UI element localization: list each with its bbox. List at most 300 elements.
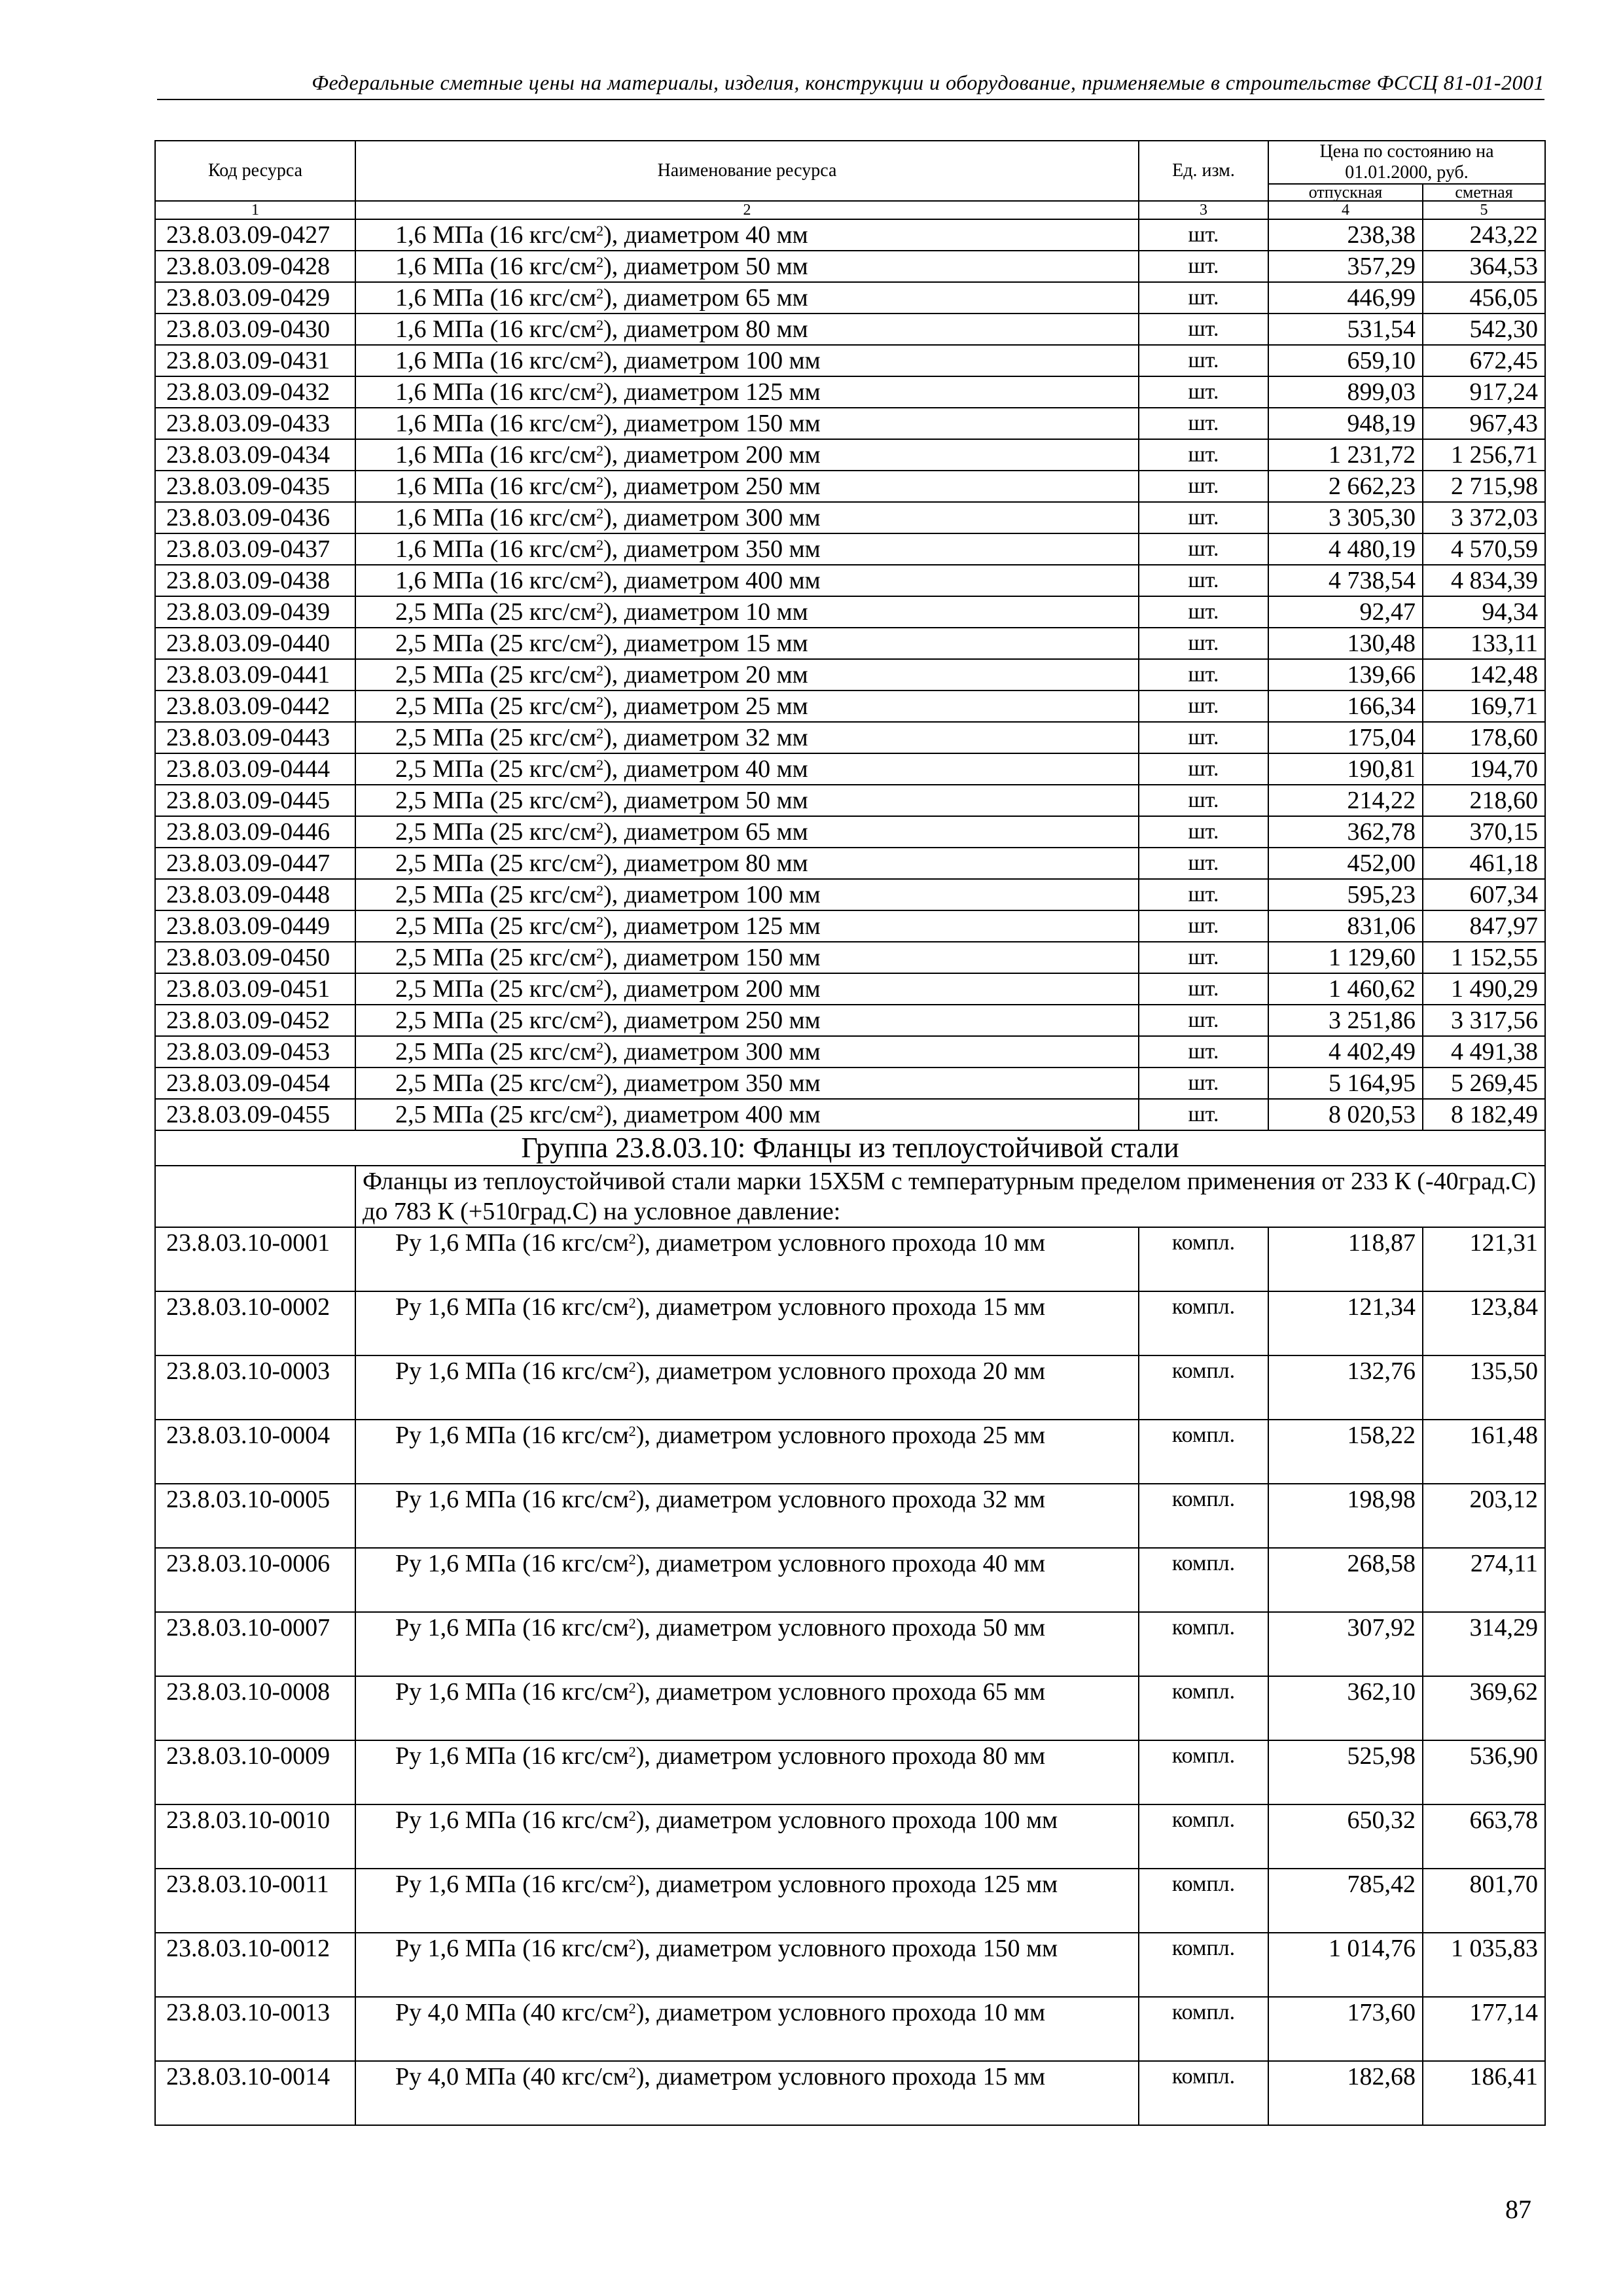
table-row bbox=[155, 1740, 1545, 1804]
resource-name bbox=[355, 408, 1139, 439]
resource-name bbox=[355, 1099, 1139, 1130]
resource-name-suffix: ), диаметром условного прохода 25 мм bbox=[635, 1422, 1046, 1449]
resource-name-suffix: ), диаметром условного прохода 32 мм bbox=[635, 1486, 1046, 1513]
unit: шт. bbox=[1139, 973, 1268, 1005]
unit: шт. bbox=[1139, 628, 1268, 659]
release-price: 659,10 bbox=[1268, 345, 1423, 376]
estimate-price: 5 269,45 bbox=[1423, 1067, 1545, 1099]
release-price: 121,34 bbox=[1268, 1291, 1423, 1355]
estimate-price: 169,71 bbox=[1423, 691, 1545, 722]
table-row bbox=[155, 251, 1545, 282]
table-row bbox=[155, 910, 1545, 942]
resource-code: 23.8.03.09-0440 bbox=[155, 628, 355, 659]
estimate-price: 133,11 bbox=[1423, 628, 1545, 659]
column-numbers-row bbox=[155, 201, 1545, 219]
empty-cell bbox=[155, 1166, 355, 1227]
resource-code: 23.8.03.10-0007 bbox=[155, 1612, 355, 1676]
table-row bbox=[155, 1612, 1545, 1676]
release-price: 2 662,23 bbox=[1268, 471, 1423, 502]
superscript: 2 bbox=[596, 380, 604, 396]
table-row bbox=[155, 1420, 1545, 1484]
header-name: Наименование ресурса bbox=[355, 141, 1139, 201]
resource-name-suffix: ), диаметром 65 мм bbox=[603, 818, 808, 846]
release-price: 4 738,54 bbox=[1268, 565, 1423, 596]
resource-code: 23.8.03.09-0437 bbox=[155, 533, 355, 565]
estimate-price: 3 317,56 bbox=[1423, 1005, 1545, 1036]
resource-code: 23.8.03.09-0439 bbox=[155, 596, 355, 628]
table-row bbox=[155, 691, 1545, 722]
unit: шт. bbox=[1139, 471, 1268, 502]
table-row bbox=[155, 659, 1545, 691]
release-price: 362,10 bbox=[1268, 1676, 1423, 1740]
resource-name-prefix: 2,5 МПа (25 кгс/см bbox=[395, 1101, 597, 1128]
superscript: 2 bbox=[628, 1487, 636, 1503]
resource-code: 23.8.03.09-0449 bbox=[155, 910, 355, 942]
resource-code: 23.8.03.10-0009 bbox=[155, 1740, 355, 1804]
resource-name bbox=[355, 1612, 1139, 1676]
resource-name-prefix: 2,5 МПа (25 кгс/см bbox=[395, 975, 597, 1003]
resource-code: 23.8.03.09-0436 bbox=[155, 502, 355, 533]
unit: шт. bbox=[1139, 691, 1268, 722]
release-price: 595,23 bbox=[1268, 879, 1423, 910]
resource-name bbox=[355, 879, 1139, 910]
table-row bbox=[155, 1933, 1545, 1997]
estimate-price: 607,34 bbox=[1423, 879, 1545, 910]
release-price: 118,87 bbox=[1268, 1227, 1423, 1291]
release-price: 5 164,95 bbox=[1268, 1067, 1423, 1099]
resource-name-prefix: 1,6 МПа (16 кгс/см bbox=[395, 221, 597, 249]
superscript: 2 bbox=[628, 1359, 636, 1375]
superscript: 2 bbox=[628, 1936, 636, 1952]
unit: шт. bbox=[1139, 345, 1268, 376]
page-number: 87 bbox=[1505, 2195, 1531, 2224]
resource-name-suffix: ), диаметром условного прохода 20 мм bbox=[635, 1357, 1046, 1385]
resource-code: 23.8.03.10-0012 bbox=[155, 1933, 355, 1997]
resource-name-prefix: 2,5 МПа (25 кгс/см bbox=[395, 598, 597, 626]
resource-name-prefix: 2,5 МПа (25 кгс/см bbox=[395, 630, 597, 657]
estimate-price: 186,41 bbox=[1423, 2061, 1545, 2125]
resource-code: 23.8.03.09-0445 bbox=[155, 785, 355, 816]
resource-code: 23.8.03.09-0454 bbox=[155, 1067, 355, 1099]
resource-name-prefix: 2,5 МПа (25 кгс/см bbox=[395, 724, 597, 751]
release-price: 8 020,53 bbox=[1268, 1099, 1423, 1130]
resource-name-prefix: Ру 1,6 МПа (16 кгс/см bbox=[395, 1293, 629, 1321]
resource-code: 23.8.03.09-0427 bbox=[155, 219, 355, 251]
estimate-price: 314,29 bbox=[1423, 1612, 1545, 1676]
table-row bbox=[155, 1355, 1545, 1420]
resource-name-suffix: ), диаметром 300 мм bbox=[603, 504, 821, 531]
resource-name bbox=[355, 1067, 1139, 1099]
resource-code: 23.8.03.10-0010 bbox=[155, 1804, 355, 1869]
table-row bbox=[155, 1548, 1545, 1612]
estimate-price: 142,48 bbox=[1423, 659, 1545, 691]
resource-code: 23.8.03.10-0006 bbox=[155, 1548, 355, 1612]
resource-name-prefix: 1,6 МПа (16 кгс/см bbox=[395, 284, 597, 312]
superscript: 2 bbox=[596, 945, 604, 961]
resource-code: 23.8.03.09-0428 bbox=[155, 251, 355, 282]
resource-name-prefix: 1,6 МПа (16 кгс/см bbox=[395, 535, 597, 563]
resource-code: 23.8.03.10-0005 bbox=[155, 1484, 355, 1548]
resource-name bbox=[355, 251, 1139, 282]
estimate-price: 135,50 bbox=[1423, 1355, 1545, 1420]
table-row bbox=[155, 502, 1545, 533]
resource-name-suffix: ), диаметром условного прохода 15 мм bbox=[635, 1293, 1046, 1321]
release-price: 139,66 bbox=[1268, 659, 1423, 691]
estimate-price: 536,90 bbox=[1423, 1740, 1545, 1804]
estimate-price: 1 256,71 bbox=[1423, 439, 1545, 471]
release-price: 362,78 bbox=[1268, 816, 1423, 848]
table-row bbox=[155, 879, 1545, 910]
table-row bbox=[155, 282, 1545, 314]
resource-name-prefix: 1,6 МПа (16 кгс/см bbox=[395, 567, 597, 594]
unit: шт. bbox=[1139, 596, 1268, 628]
resource-name bbox=[355, 1997, 1139, 2061]
resource-name bbox=[355, 1804, 1139, 1869]
unit: шт. bbox=[1139, 282, 1268, 314]
resource-name-suffix: ), диаметром 400 мм bbox=[603, 567, 821, 594]
release-price: 1 129,60 bbox=[1268, 942, 1423, 973]
resource-code: 23.8.03.09-0435 bbox=[155, 471, 355, 502]
table-row bbox=[155, 376, 1545, 408]
resource-name bbox=[355, 848, 1139, 879]
resource-name-suffix: ), диаметром 300 мм bbox=[603, 1038, 821, 1066]
superscript: 2 bbox=[596, 694, 604, 710]
estimate-price: 663,78 bbox=[1423, 1804, 1545, 1869]
superscript: 2 bbox=[628, 1615, 636, 1632]
unit: компл. bbox=[1139, 1291, 1268, 1355]
resource-name bbox=[355, 471, 1139, 502]
release-price: 158,22 bbox=[1268, 1420, 1423, 1484]
estimate-price: 123,84 bbox=[1423, 1291, 1545, 1355]
unit: компл. bbox=[1139, 1227, 1268, 1291]
unit: шт. bbox=[1139, 910, 1268, 942]
resource-name bbox=[355, 942, 1139, 973]
resource-code: 23.8.03.09-0448 bbox=[155, 879, 355, 910]
running-header: Федеральные сметные цены на материалы, изделия, конструкции и оборудование, применяемые в строительстве ФССЦ 81-01-2001 bbox=[157, 71, 1544, 100]
release-price: 268,58 bbox=[1268, 1548, 1423, 1612]
resource-name bbox=[355, 596, 1139, 628]
column-number: 4 bbox=[1268, 201, 1423, 219]
resource-name-prefix: 1,6 МПа (16 кгс/см bbox=[395, 315, 597, 343]
resource-name-prefix: 2,5 МПа (25 кгс/см bbox=[395, 692, 597, 720]
release-price: 525,98 bbox=[1268, 1740, 1423, 1804]
resource-code: 23.8.03.10-0013 bbox=[155, 1997, 355, 2061]
resource-name-suffix: ), диаметром 10 мм bbox=[603, 598, 808, 626]
table-row bbox=[155, 1484, 1545, 1548]
resource-name-prefix: 2,5 МПа (25 кгс/см bbox=[395, 912, 597, 940]
resource-name-prefix: Ру 1,6 МПа (16 кгс/см bbox=[395, 1935, 629, 1962]
resource-name-suffix: ), диаметром 150 мм bbox=[603, 410, 821, 437]
estimate-price: 1 152,55 bbox=[1423, 942, 1545, 973]
estimate-price: 2 715,98 bbox=[1423, 471, 1545, 502]
resource-name-prefix: Ру 1,6 МПа (16 кгс/см bbox=[395, 1422, 629, 1449]
unit: шт. bbox=[1139, 314, 1268, 345]
superscript: 2 bbox=[596, 537, 604, 553]
price-table bbox=[154, 140, 1546, 2126]
resource-code: 23.8.03.09-0447 bbox=[155, 848, 355, 879]
resource-code: 23.8.03.10-0014 bbox=[155, 2061, 355, 2125]
release-price: 831,06 bbox=[1268, 910, 1423, 942]
unit: компл. bbox=[1139, 1740, 1268, 1804]
resource-name bbox=[355, 314, 1139, 345]
resource-name-suffix: ), диаметром условного прохода 40 мм bbox=[635, 1550, 1046, 1577]
superscript: 2 bbox=[628, 1808, 636, 1824]
unit: шт. bbox=[1139, 1036, 1268, 1067]
release-price: 446,99 bbox=[1268, 282, 1423, 314]
estimate-price: 542,30 bbox=[1423, 314, 1545, 345]
resource-code: 23.8.03.09-0443 bbox=[155, 722, 355, 753]
resource-name-prefix: 1,6 МПа (16 кгс/см bbox=[395, 410, 597, 437]
resource-name bbox=[355, 785, 1139, 816]
resource-name bbox=[355, 691, 1139, 722]
resource-name-prefix: Ру 4,0 МПа (40 кгс/см bbox=[395, 2063, 629, 2090]
resource-name-suffix: ), диаметром 50 мм bbox=[603, 787, 808, 814]
estimate-price: 161,48 bbox=[1423, 1420, 1545, 1484]
estimate-price: 4 834,39 bbox=[1423, 565, 1545, 596]
resource-code: 23.8.03.10-0008 bbox=[155, 1676, 355, 1740]
estimate-price: 3 372,03 bbox=[1423, 502, 1545, 533]
release-price: 132,76 bbox=[1268, 1355, 1423, 1420]
table-row bbox=[155, 1676, 1545, 1740]
resource-name-prefix: 2,5 МПа (25 кгс/см bbox=[395, 944, 597, 971]
table-row bbox=[155, 533, 1545, 565]
resource-name-prefix: Ру 1,6 МПа (16 кгс/см bbox=[395, 1357, 629, 1385]
unit: шт. bbox=[1139, 722, 1268, 753]
superscript: 2 bbox=[596, 223, 604, 239]
resource-name bbox=[355, 816, 1139, 848]
resource-name-prefix: 2,5 МПа (25 кгс/см bbox=[395, 1007, 597, 1034]
resource-name bbox=[355, 1548, 1139, 1612]
resource-name-suffix: ), диаметром условного прохода 100 мм bbox=[635, 1806, 1058, 1834]
release-price: 182,68 bbox=[1268, 2061, 1423, 2125]
estimate-price: 243,22 bbox=[1423, 219, 1545, 251]
unit: компл. bbox=[1139, 1933, 1268, 1997]
resource-name bbox=[355, 1036, 1139, 1067]
estimate-price: 456,05 bbox=[1423, 282, 1545, 314]
resource-name bbox=[355, 502, 1139, 533]
table-row bbox=[155, 942, 1545, 973]
resource-name-prefix: 2,5 МПа (25 кгс/см bbox=[395, 787, 597, 814]
resource-name-suffix: ), диаметром условного прохода 10 мм bbox=[635, 1999, 1046, 2026]
unit: компл. bbox=[1139, 1420, 1268, 1484]
column-number: 5 bbox=[1423, 201, 1545, 219]
header-unit: Ед. изм. bbox=[1139, 141, 1268, 201]
resource-code: 23.8.03.10-0011 bbox=[155, 1869, 355, 1933]
resource-name bbox=[355, 1676, 1139, 1740]
unit: компл. bbox=[1139, 1676, 1268, 1740]
resource-code: 23.8.03.09-0453 bbox=[155, 1036, 355, 1067]
superscript: 2 bbox=[596, 725, 604, 742]
superscript: 2 bbox=[596, 317, 604, 333]
unit: шт. bbox=[1139, 879, 1268, 910]
resource-name-suffix: ), диаметром 100 мм bbox=[603, 347, 821, 374]
superscript: 2 bbox=[628, 1423, 636, 1439]
resource-name-suffix: ), диаметром условного прохода 80 мм bbox=[635, 1742, 1046, 1770]
unit: шт. bbox=[1139, 785, 1268, 816]
unit: шт. bbox=[1139, 251, 1268, 282]
release-price: 238,38 bbox=[1268, 219, 1423, 251]
unit: шт. bbox=[1139, 376, 1268, 408]
resource-name-suffix: ), диаметром 80 мм bbox=[603, 850, 808, 877]
resource-name-prefix: 2,5 МПа (25 кгс/см bbox=[395, 755, 597, 783]
resource-name-prefix: 2,5 МПа (25 кгс/см bbox=[395, 881, 597, 908]
table-row bbox=[155, 816, 1545, 848]
superscript: 2 bbox=[596, 1008, 604, 1024]
resource-name-suffix: ), диаметром 15 мм bbox=[603, 630, 808, 657]
superscript: 2 bbox=[596, 819, 604, 836]
unit: компл. bbox=[1139, 1997, 1268, 2061]
resource-name-suffix: ), диаметром условного прохода 50 мм bbox=[635, 1614, 1046, 1641]
resource-code: 23.8.03.09-0450 bbox=[155, 942, 355, 973]
resource-name-prefix: Ру 1,6 МПа (16 кгс/см bbox=[395, 1806, 629, 1834]
resource-name-prefix: 2,5 МПа (25 кгс/см bbox=[395, 1069, 597, 1097]
resource-name bbox=[355, 1291, 1139, 1355]
resource-name bbox=[355, 973, 1139, 1005]
superscript: 2 bbox=[596, 788, 604, 804]
resource-name bbox=[355, 345, 1139, 376]
superscript: 2 bbox=[596, 662, 604, 679]
release-price: 1 460,62 bbox=[1268, 973, 1423, 1005]
resource-name-prefix: 1,6 МПа (16 кгс/см bbox=[395, 441, 597, 469]
resource-name-suffix: ), диаметром условного прохода 150 мм bbox=[635, 1935, 1058, 1962]
superscript: 2 bbox=[596, 1102, 604, 1119]
unit: шт. bbox=[1139, 408, 1268, 439]
resource-code: 23.8.03.10-0001 bbox=[155, 1227, 355, 1291]
resource-code: 23.8.03.09-0432 bbox=[155, 376, 355, 408]
superscript: 2 bbox=[596, 442, 604, 459]
resource-name bbox=[355, 722, 1139, 753]
table-row bbox=[155, 1099, 1545, 1130]
resource-name bbox=[355, 376, 1139, 408]
estimate-price: 847,97 bbox=[1423, 910, 1545, 942]
superscript: 2 bbox=[596, 1071, 604, 1087]
resource-code: 23.8.03.10-0003 bbox=[155, 1355, 355, 1420]
superscript: 2 bbox=[596, 474, 604, 490]
estimate-price: 274,11 bbox=[1423, 1548, 1545, 1612]
resource-name-prefix: Ру 1,6 МПа (16 кгс/см bbox=[395, 1678, 629, 1706]
resource-code: 23.8.03.09-0441 bbox=[155, 659, 355, 691]
resource-code: 23.8.03.09-0444 bbox=[155, 753, 355, 785]
resource-name bbox=[355, 659, 1139, 691]
resource-name bbox=[355, 2061, 1139, 2125]
resource-code: 23.8.03.09-0446 bbox=[155, 816, 355, 848]
resource-name-prefix: 2,5 МПа (25 кгс/см bbox=[395, 818, 597, 846]
table-row bbox=[155, 314, 1545, 345]
release-price: 307,92 bbox=[1268, 1612, 1423, 1676]
column-number: 1 bbox=[155, 201, 355, 219]
table-row bbox=[155, 1997, 1545, 2061]
estimate-price: 370,15 bbox=[1423, 816, 1545, 848]
resource-name-prefix: 1,6 МПа (16 кгс/см bbox=[395, 378, 597, 406]
resource-name-prefix: 2,5 МПа (25 кгс/см bbox=[395, 1038, 597, 1066]
table-row bbox=[155, 1291, 1545, 1355]
resource-name-prefix: Ру 1,6 МПа (16 кгс/см bbox=[395, 1550, 629, 1577]
superscript: 2 bbox=[596, 254, 604, 270]
resource-name-suffix: ), диаметром 400 мм bbox=[603, 1101, 821, 1128]
resource-name-prefix: Ру 1,6 МПа (16 кгс/см bbox=[395, 1614, 629, 1641]
estimate-price: 94,34 bbox=[1423, 596, 1545, 628]
estimate-price: 917,24 bbox=[1423, 376, 1545, 408]
release-price: 4 480,19 bbox=[1268, 533, 1423, 565]
estimate-price: 801,70 bbox=[1423, 1869, 1545, 1933]
unit: шт. bbox=[1139, 1067, 1268, 1099]
resource-name-suffix: ), диаметром 40 мм bbox=[603, 755, 808, 783]
resource-name-suffix: ), диаметром 100 мм bbox=[603, 881, 821, 908]
resource-name-prefix: Ру 1,6 МПа (16 кгс/см bbox=[395, 1871, 629, 1898]
resource-code: 23.8.03.10-0004 bbox=[155, 1420, 355, 1484]
estimate-price: 1 490,29 bbox=[1423, 973, 1545, 1005]
resource-name-suffix: ), диаметром 25 мм bbox=[603, 692, 808, 720]
resource-name bbox=[355, 1420, 1139, 1484]
resource-name-suffix: ), диаметром 150 мм bbox=[603, 944, 821, 971]
column-number: 2 bbox=[355, 201, 1139, 219]
release-price: 1 014,76 bbox=[1268, 1933, 1423, 1997]
resource-name-prefix: 1,6 МПа (16 кгс/см bbox=[395, 473, 597, 500]
header-release: отпускная bbox=[1268, 184, 1423, 201]
superscript: 2 bbox=[596, 851, 604, 867]
resource-name-suffix: ), диаметром 350 мм bbox=[603, 1069, 821, 1097]
resource-name-suffix: ), диаметром 80 мм bbox=[603, 315, 808, 343]
estimate-price: 1 035,83 bbox=[1423, 1933, 1545, 1997]
table-row bbox=[155, 471, 1545, 502]
resource-name bbox=[355, 910, 1139, 942]
table-row bbox=[155, 1005, 1545, 1036]
resource-name-suffix: ), диаметром 200 мм bbox=[603, 441, 821, 469]
resource-code: 23.8.03.09-0442 bbox=[155, 691, 355, 722]
release-price: 531,54 bbox=[1268, 314, 1423, 345]
estimate-price: 218,60 bbox=[1423, 785, 1545, 816]
estimate-price: 4 570,59 bbox=[1423, 533, 1545, 565]
unit: шт. bbox=[1139, 942, 1268, 973]
resource-name-suffix: ), диаметром 250 мм bbox=[603, 1007, 821, 1034]
release-price: 1 231,72 bbox=[1268, 439, 1423, 471]
resource-name-suffix: ), диаметром 65 мм bbox=[603, 284, 808, 312]
superscript: 2 bbox=[596, 757, 604, 773]
resource-code: 23.8.03.09-0451 bbox=[155, 973, 355, 1005]
resource-name bbox=[355, 1227, 1139, 1291]
resource-name-prefix: 2,5 МПа (25 кгс/см bbox=[395, 661, 597, 689]
table-row bbox=[155, 1869, 1545, 1933]
superscript: 2 bbox=[628, 1295, 636, 1311]
resource-name-prefix: Ру 1,6 МПа (16 кгс/см bbox=[395, 1486, 629, 1513]
release-price: 948,19 bbox=[1268, 408, 1423, 439]
resource-name-suffix: ), диаметром условного прохода 125 мм bbox=[635, 1871, 1058, 1898]
group-title-row bbox=[155, 1130, 1545, 1166]
table-row bbox=[155, 628, 1545, 659]
resource-name-suffix: ), диаметром 200 мм bbox=[603, 975, 821, 1003]
header-code: Код ресурса bbox=[155, 141, 355, 201]
resource-name-prefix: Ру 4,0 МПа (40 кгс/см bbox=[395, 1999, 629, 2026]
estimate-price: 178,60 bbox=[1423, 722, 1545, 753]
resource-name bbox=[355, 1484, 1139, 1548]
table-row bbox=[155, 848, 1545, 879]
table-row bbox=[155, 1067, 1545, 1099]
superscript: 2 bbox=[596, 348, 604, 365]
header-estimate: сметная bbox=[1423, 184, 1545, 201]
release-price: 357,29 bbox=[1268, 251, 1423, 282]
group-description-row bbox=[155, 1166, 1545, 1227]
resource-name bbox=[355, 753, 1139, 785]
group-description: Фланцы из теплоустойчивой стали марки 15Х5М с температурным пределом применения от 233 К (-40град.С) до 783 К (+510град.С) на условное давление: bbox=[355, 1166, 1545, 1227]
superscript: 2 bbox=[628, 1744, 636, 1760]
unit: компл. bbox=[1139, 1612, 1268, 1676]
resource-name-suffix: ), диаметром условного прохода 10 мм bbox=[635, 1229, 1046, 1257]
superscript: 2 bbox=[596, 1039, 604, 1056]
superscript: 2 bbox=[628, 2064, 636, 2081]
release-price: 190,81 bbox=[1268, 753, 1423, 785]
release-price: 650,32 bbox=[1268, 1804, 1423, 1869]
resource-name-suffix: ), диаметром 125 мм bbox=[603, 378, 821, 406]
